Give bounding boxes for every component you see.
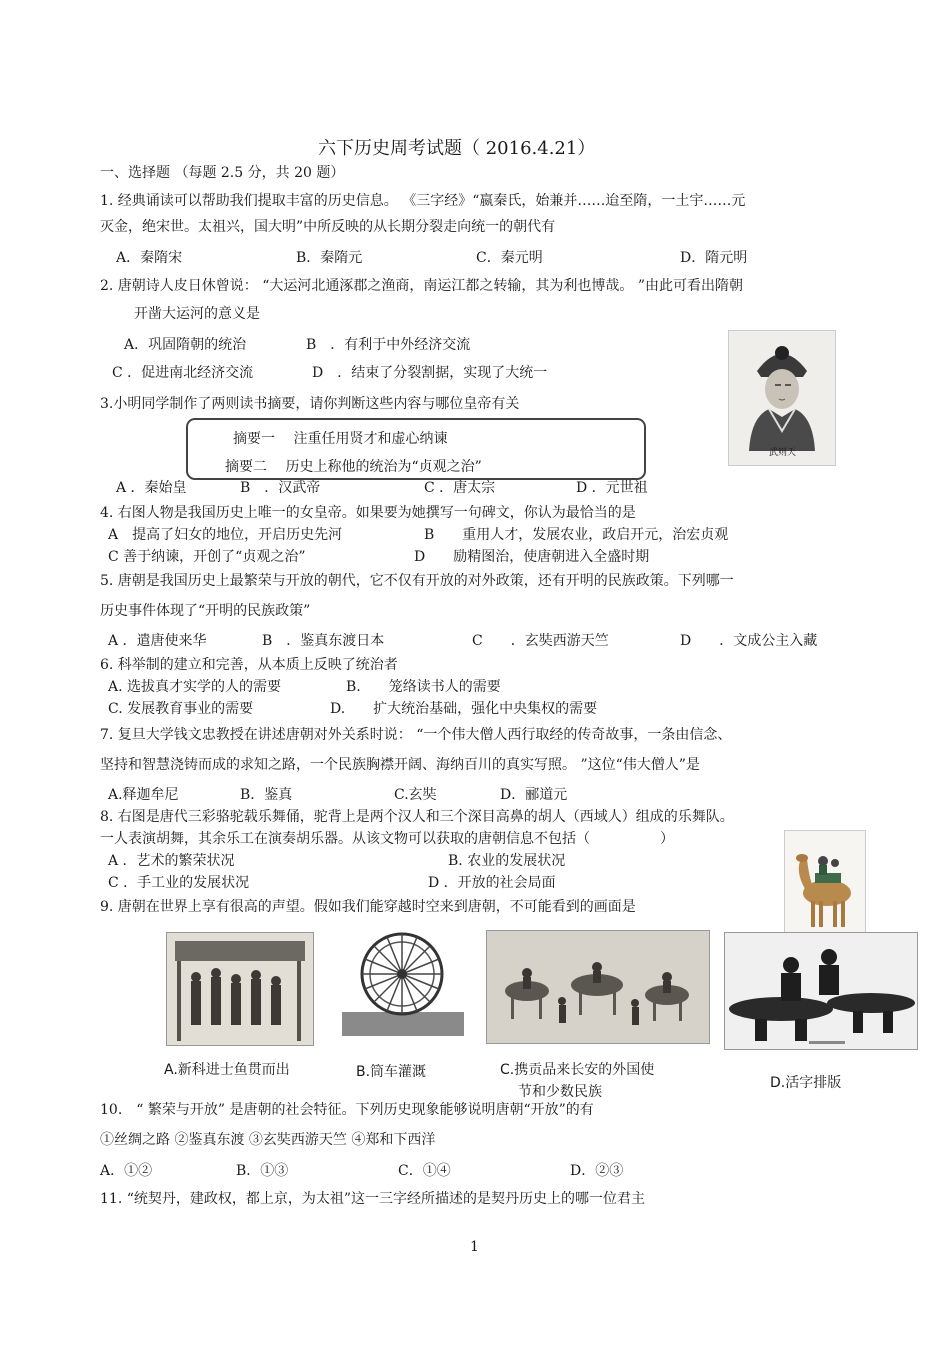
q10-option-c: C．①④: [398, 1163, 451, 1179]
caption-a: A.新科进士鱼贯而出: [164, 1062, 290, 1078]
q5-option-a: A ．遣唐使来华: [108, 633, 207, 649]
q6-stem: 6. 科举制的建立和完善，从本质上反映了统治者: [100, 657, 398, 673]
portrait-caption: 武则天: [769, 448, 797, 458]
q2-option-b: B ．有利于中外经济交流: [306, 337, 471, 353]
movable-type-drawing: [725, 933, 917, 1049]
q5-option-c: C ．玄奘西游天竺: [472, 633, 609, 649]
q1-stem: 1. 经典诵读可以帮助我们提取丰富的历史信息。 《三字经》“嬴秦氏，始兼并……迨至隋，一土宇……元: [100, 193, 746, 209]
q6-option-b: B. 笼络读书人的需要: [346, 679, 501, 695]
q7-option-d: D．郦道元: [500, 787, 568, 803]
q2-stem: 2. 唐朝诗人皮日休曾说： “大运河北通涿郡之渔商，南运江都之转输，其为利也博哉。 ”由此可看出隋朝: [100, 278, 744, 294]
q2-option-c: C ．促进南北经济交流: [112, 365, 254, 381]
q5-stem: 5. 唐朝是我国历史上最繁荣与开放的朝代，它不仅有开放的对外政策，还有开明的民族政策。下列哪一: [100, 573, 734, 589]
q10-option-a: A．①②: [100, 1163, 153, 1179]
q1-option-d: D．隋元明: [680, 250, 748, 266]
q1-stem-cont: 灭金，绝宋世。太祖兴，国大明”中所反映的从长期分裂走向统一的朝代有: [100, 219, 556, 235]
q10-stem: 10. “ 繁荣与开放” 是唐朝的社会特征。下列历史现象能够说明唐朝“开放”的有: [100, 1102, 594, 1118]
empress-portrait-drawing: [729, 331, 835, 465]
q7-option-a: A.释迦牟尼: [108, 787, 179, 803]
q8-option-b: B. 农业的发展状况: [448, 853, 566, 869]
summary-two: 摘要二 历史上称他的统治为“贞观之治”: [225, 459, 482, 475]
q2-option-a: A．巩固隋朝的统治: [124, 337, 247, 353]
portrait-image: [728, 330, 836, 466]
q3-option-d: D ．元世祖: [576, 480, 648, 496]
q1-option-a: A．秦隋宋: [116, 250, 183, 266]
q8-option-c: C ．手工业的发展状况: [108, 875, 250, 891]
caption-c: C.携贡品来长安的外国使: [500, 1062, 655, 1078]
q5-option-d: D ．文成公主入藏: [680, 633, 818, 649]
q10-option-b: B．①③: [236, 1163, 289, 1179]
section-heading: 一、选择题 （每题 2.5 分，共 20 题）: [100, 165, 345, 181]
camel-figurine-image: [784, 830, 866, 936]
q7-option-c: C.玄奘: [394, 787, 437, 803]
q3-stem: 3.小明同学制作了两则读书摘要，请你判断这些内容与哪位皇帝有关: [100, 396, 520, 412]
q5-option-b: B ．鉴真东渡日本: [262, 633, 385, 649]
q4-option-a: A 提高了妇女的地位，开启历史先河: [108, 527, 343, 543]
q7-stem: 7. 复旦大学钱文忠教授在讲述唐朝对外关系时说： “一个伟大僧人西行取经的传奇故事，一条由信念、: [100, 727, 732, 743]
q3-option-a: A ．秦始皇: [116, 480, 187, 496]
movable-type-image: [724, 932, 918, 1050]
q8-stem: 8. 右图是唐代三彩骆驼载乐舞俑，驼背上是两个汉人和三个深目高鼻的胡人（西域人）组成的乐舞队。: [100, 809, 734, 825]
q4-stem: 4. 右图人物是我国历史上唯一的女皇帝。如果要为她撰写一句碑文，你认为最恰当的是: [100, 505, 636, 521]
q9-stem: 9. 唐朝在世界上享有很高的声望。假如我们能穿越时空来到唐朝，不可能看到的画面是: [100, 899, 636, 915]
scholars-image: [166, 932, 314, 1046]
q8-stem-cont: 一人表演胡舞，其余乐工在演奏胡乐器。从该文物可以获取的唐朝信息不包括（ ）: [100, 831, 674, 847]
q5-stem-cont: 历史事件体现了“开明的民族政策”: [100, 603, 311, 619]
q1-option-b: B．秦隋元: [296, 250, 363, 266]
page-title: 六下历史周考试题（ 2016.4.21）: [318, 138, 596, 159]
q2-option-d: D ．结束了分裂割据，实现了大统一: [312, 365, 548, 381]
q11-stem: 11. “统契丹，建政权，都上京，为太祖”这一三字经所描述的是契丹历史上的哪一位君主: [100, 1191, 646, 1207]
waterwheel-image: [342, 922, 464, 1036]
q4-option-b: B 重用人才，发展农业，政启开元，治宏贞观: [424, 527, 729, 543]
envoys-image: [486, 930, 710, 1044]
waterwheel-drawing: [342, 922, 464, 1036]
q1-option-c: C．秦元明: [476, 250, 543, 266]
q2-stem-cont: 开凿大运河的意义是: [134, 306, 260, 322]
envoys-drawing: [487, 931, 709, 1043]
caption-b: B.筒车灌溉: [356, 1064, 427, 1080]
q3-option-b: B ．汉武帝: [240, 480, 321, 496]
q7-option-b: B．鉴真: [240, 787, 293, 803]
q6-option-c: C. 发展教育事业的需要: [108, 701, 254, 717]
caption-d: D.活字排版: [770, 1075, 842, 1091]
q6-option-a: A. 选拔真才实学的人的需要: [108, 679, 282, 695]
q7-stem-cont: 坚持和智慧浇铸而成的求知之路，一个民族胸襟开阔、海纳百川的真实写照。 ”这位“伟大僧人”是: [100, 757, 700, 773]
q8-option-d: D ．开放的社会局面: [428, 875, 556, 891]
q3-option-c: C ．唐太宗: [424, 480, 496, 496]
q10-option-d: D．②③: [570, 1163, 624, 1179]
caption-c-cont: 节和少数民族: [518, 1084, 602, 1100]
q4-option-c: C 善于纳谏，开创了“贞观之治”: [108, 549, 306, 565]
page-number: 1: [470, 1239, 479, 1255]
q6-option-d: D. 扩大统治基础，强化中央集权的需要: [330, 701, 598, 717]
q8-option-a: A ．艺术的繁荣状况: [108, 853, 235, 869]
summary-one: 摘要一 注重任用贤才和虚心纳谏: [233, 431, 448, 447]
q10-items: ①丝绸之路 ②鉴真东渡 ③玄奘西游天竺 ④郑和下西洋: [100, 1132, 436, 1148]
scholars-drawing: [167, 933, 313, 1045]
camel-figurine-drawing: [785, 831, 865, 935]
q4-option-d: D 励精图治，使唐朝进入全盛时期: [414, 549, 650, 565]
